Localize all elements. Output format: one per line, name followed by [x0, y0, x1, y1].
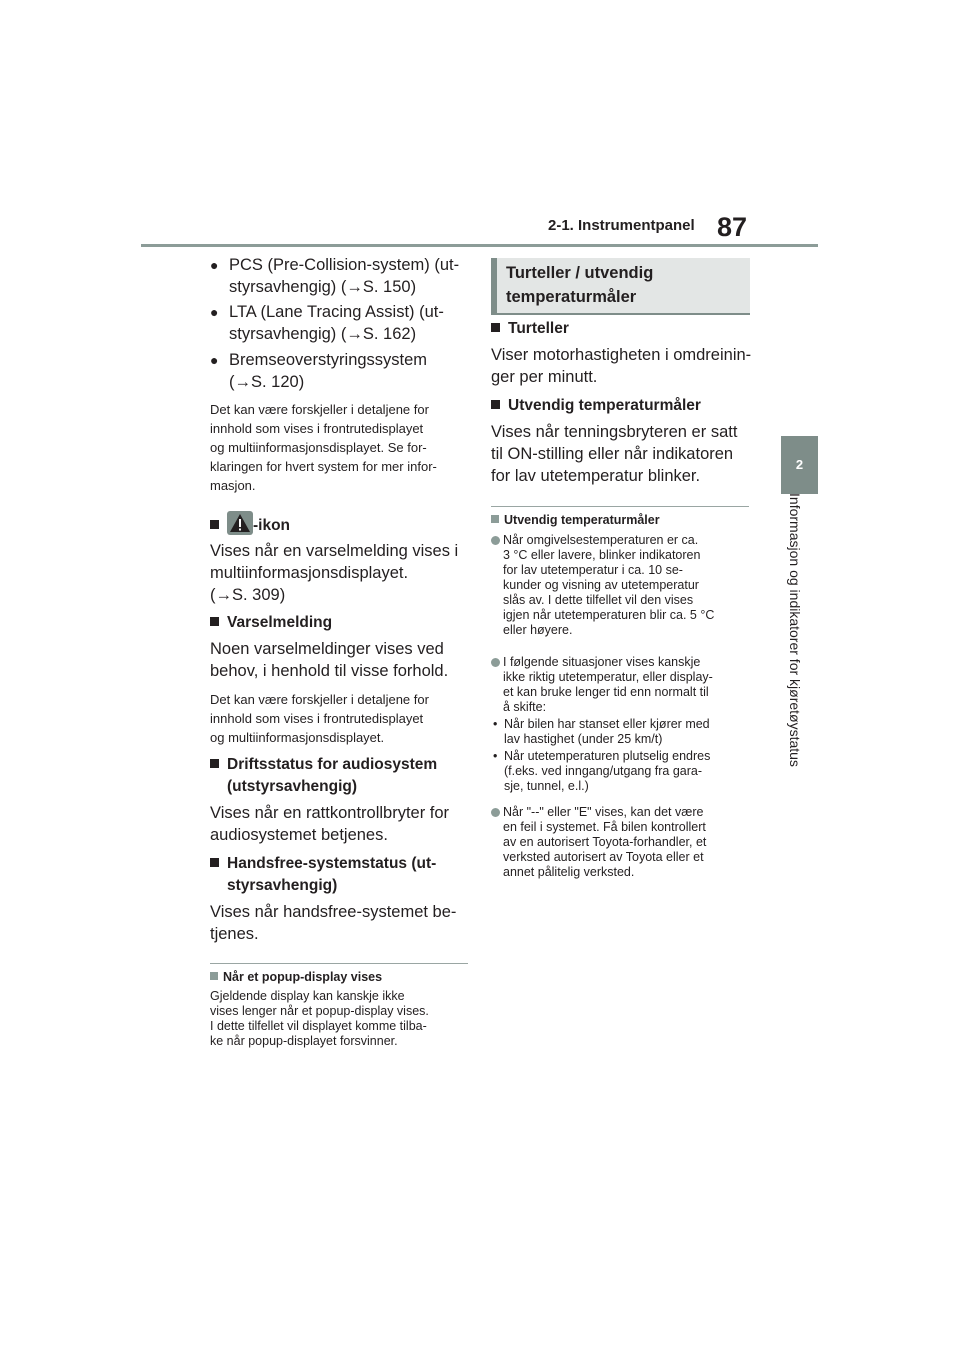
- bullet-dot-icon: ●: [210, 257, 219, 273]
- temp-body: Vises når tenningsbryteren er satt til ON-stilling eller når indikatoren for lav utetemperatur blinker.: [491, 423, 738, 485]
- note-divider: [210, 963, 468, 964]
- section-heading-box: [491, 258, 750, 315]
- handsfree-body: Vises når handsfree-systemet be- tjenes.: [210, 903, 457, 943]
- handsfree-heading: Handsfree-systemstatus (ut- styrsavhengig): [210, 853, 436, 897]
- note-item: I følgende situasjoner vises kanskje ikke riktig utetemperatur, eller display- et kan bruke lenger tid enn normalt til å skifte:: [491, 655, 761, 715]
- bullet-item: ● LTA (Lane Tracing Assist) (ut- styrsavhengig) (→S. 162): [210, 303, 444, 343]
- note-text: Det kan være forskjeller i detaljene for innhold som vises i frontrutedisplayet og multiinformasjonsdisplayet. Se for- klaringen for hvert system for mer infor- masjon.: [210, 402, 437, 493]
- square-bullet-icon: [210, 972, 218, 980]
- square-bullet-icon: [491, 515, 499, 523]
- varsel-heading: Varselmelding: [210, 612, 332, 634]
- chapter-title: Informasjon og indikatorer for kjøretøystatus: [787, 493, 803, 767]
- icon-heading: -ikon: [210, 511, 290, 537]
- sub-bullet-icon: •: [493, 749, 498, 763]
- section-title: 2-1. Instrumentpanel: [548, 217, 695, 234]
- note-item: Når "--" eller "E" vises, kan det være en feil i systemet. Få bilen kontrollert av en autorisert Toyota-forhandler, et verksted autorisert av Toyota eller et annet pålitelig verksted.: [491, 805, 761, 880]
- chapter-tab: 2: [781, 436, 818, 494]
- audio-body: Vises når en rattkontrollbryter for audiosystemet betjenes.: [210, 804, 450, 844]
- section-heading: Turteller / utvendig temperaturmåler: [506, 264, 654, 306]
- bullet-dot-icon: ●: [210, 352, 219, 368]
- header-divider: [141, 244, 818, 247]
- sub-bullet-icon: •: [493, 717, 498, 731]
- bullet-dot-icon: [491, 658, 500, 667]
- bullet-dot-icon: [491, 808, 500, 817]
- note-divider: [491, 506, 749, 507]
- audio-heading: Driftsstatus for audiosystem (utstyrsavhengig): [210, 754, 437, 798]
- page-number: 87: [717, 212, 748, 242]
- varsel-body: Noen varselmeldinger vises ved behov, i henhold til visse forhold.: [210, 640, 449, 680]
- icon-body: Vises når en varselmelding vises i multiinformasjonsdisplayet. (→S. 309): [210, 542, 459, 604]
- bullet-dot-icon: [491, 536, 500, 545]
- bullet-dot-icon: ●: [210, 304, 219, 320]
- heading-accent-bar: [491, 258, 497, 313]
- tach-heading: Turteller: [491, 318, 569, 340]
- bullet-item: ● PCS (Pre-Collision-system) (ut- styrsavhengig) (→S. 150): [210, 256, 460, 296]
- note-item: Når omgivelsestemperaturen er ca. 3 °C eller lavere, blinker indikatoren for lav utetemperatur i ca. 10 se- kunder og visning av utetemperatur slås av. I dette tilfellet vil den vises igjen når utetemperaturen blir ca. 5 °C eller høyere.: [491, 533, 761, 638]
- bullet-item: ● Bremseoverstyringssystem (→S. 120): [210, 351, 428, 391]
- popup-body: Gjeldende display kan kanskje ikke vises lenger når et popup-display vises. I dette tilfellet vil displayet komme tilba- ke når popup-displayet forsvinner.: [210, 989, 429, 1048]
- square-bullet-icon: [210, 520, 219, 529]
- square-bullet-icon: [210, 759, 219, 768]
- warning-icon: [227, 511, 253, 535]
- note-heading: Utvendig temperaturmåler: [491, 512, 660, 528]
- square-bullet-icon: [210, 858, 219, 867]
- square-bullet-icon: [210, 617, 219, 626]
- square-bullet-icon: [491, 400, 500, 409]
- tach-body: Viser motorhastigheten i omdreinin- ger per minutt.: [491, 346, 752, 386]
- temp-heading: Utvendig temperaturmåler: [491, 395, 701, 417]
- note-text: Det kan være forskjeller i detaljene for innhold som vises i frontrutedisplayet og multiinformasjonsdisplayet.: [210, 692, 429, 745]
- sub-item: • Når utetemperaturen plutselig endres (f.eks. ved inngang/utgang fra gara- sje, tunnel, e.l.): [493, 749, 711, 793]
- square-bullet-icon: [491, 323, 500, 332]
- popup-heading: Når et popup-display vises: [210, 969, 382, 985]
- sub-item: • Når bilen har stanset eller kjører med lav hastighet (under 25 km/t): [493, 717, 710, 746]
